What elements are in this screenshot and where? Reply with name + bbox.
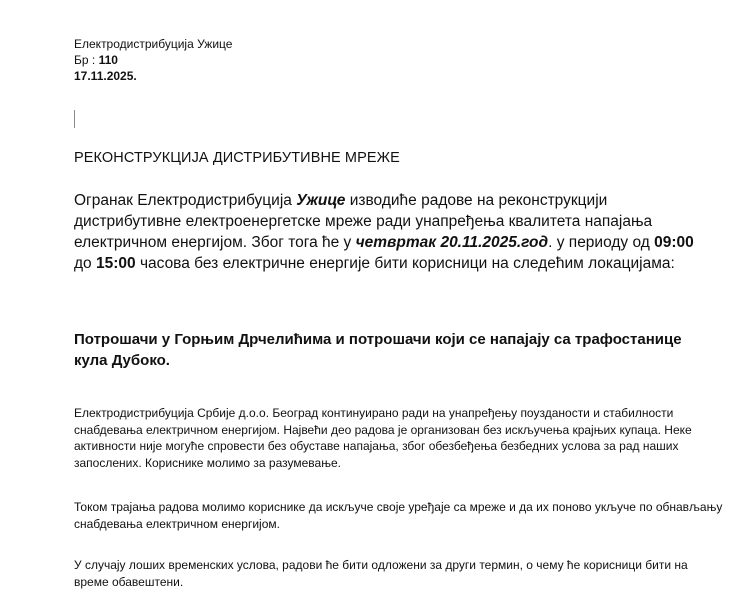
document-date [74,68,232,84]
intro-text-1: Огранак Електродистрибуција [74,192,297,209]
intro-date: четвртак 20.11.2025.год [355,234,549,251]
time-to: 15:00 [95,255,136,272]
number-value: 110 [98,53,118,67]
document-header [74,36,232,84]
number-label: Бр : [74,53,99,67]
intro-place: Ужице [296,192,346,209]
intro-text-4: до [74,255,96,272]
organization-name: Електродистрибуција Ужице [74,37,233,51]
info-paragraph-2: Током трајања радова молимо кориснике да искључе своје уређаје са мреже и да их поново укључе по обнављању снабдевања електричном енергијом. [74,500,723,531]
affected-area: Потрошачи у Горњим Дрчелићима и потрошачи који се напајају са трафостанице кула Дубоко. [74,331,682,369]
info-paragraph-3: У случају лоших временских услова, радови ће бити одложени за други термин, о чему ће корисници бити на време обавештени. [74,558,688,589]
intro-text-2: изводиће радове на реконструкцији дистрибутивне електроенергетске мреже ради унапређења квалитета напајања електричном енергијом. Због тога ће у [74,192,653,251]
intro-text-5: часова без електричне енергије бити корисници на следећим локацијама: [135,255,675,272]
time-from: 09:00 [654,234,694,251]
intro-paragraph [74,190,714,274]
info-paragraph-1: Електродистрибуција Србије д.о.о. Београд континуирано ради на унапређењу поузданости и стабилности снабдевања електричном енергијом. Највећи део радова је организован без искључења крајњих купаца. Неке активности није могуће спровести без обуставе напајања, због обезбеђења безбедних услова за рад наших запослених. Кориснике молимо за разумевање. [74,406,692,470]
intro-text-3: . у периоду од [548,234,655,251]
text-cursor [74,110,75,128]
date-value: 17.11.2025. [74,69,137,83]
document-number [74,52,232,68]
document-title: РЕКОНСТРУКЦИЈА ДИСТРИБУТИВНЕ МРЕЖЕ [74,150,400,166]
